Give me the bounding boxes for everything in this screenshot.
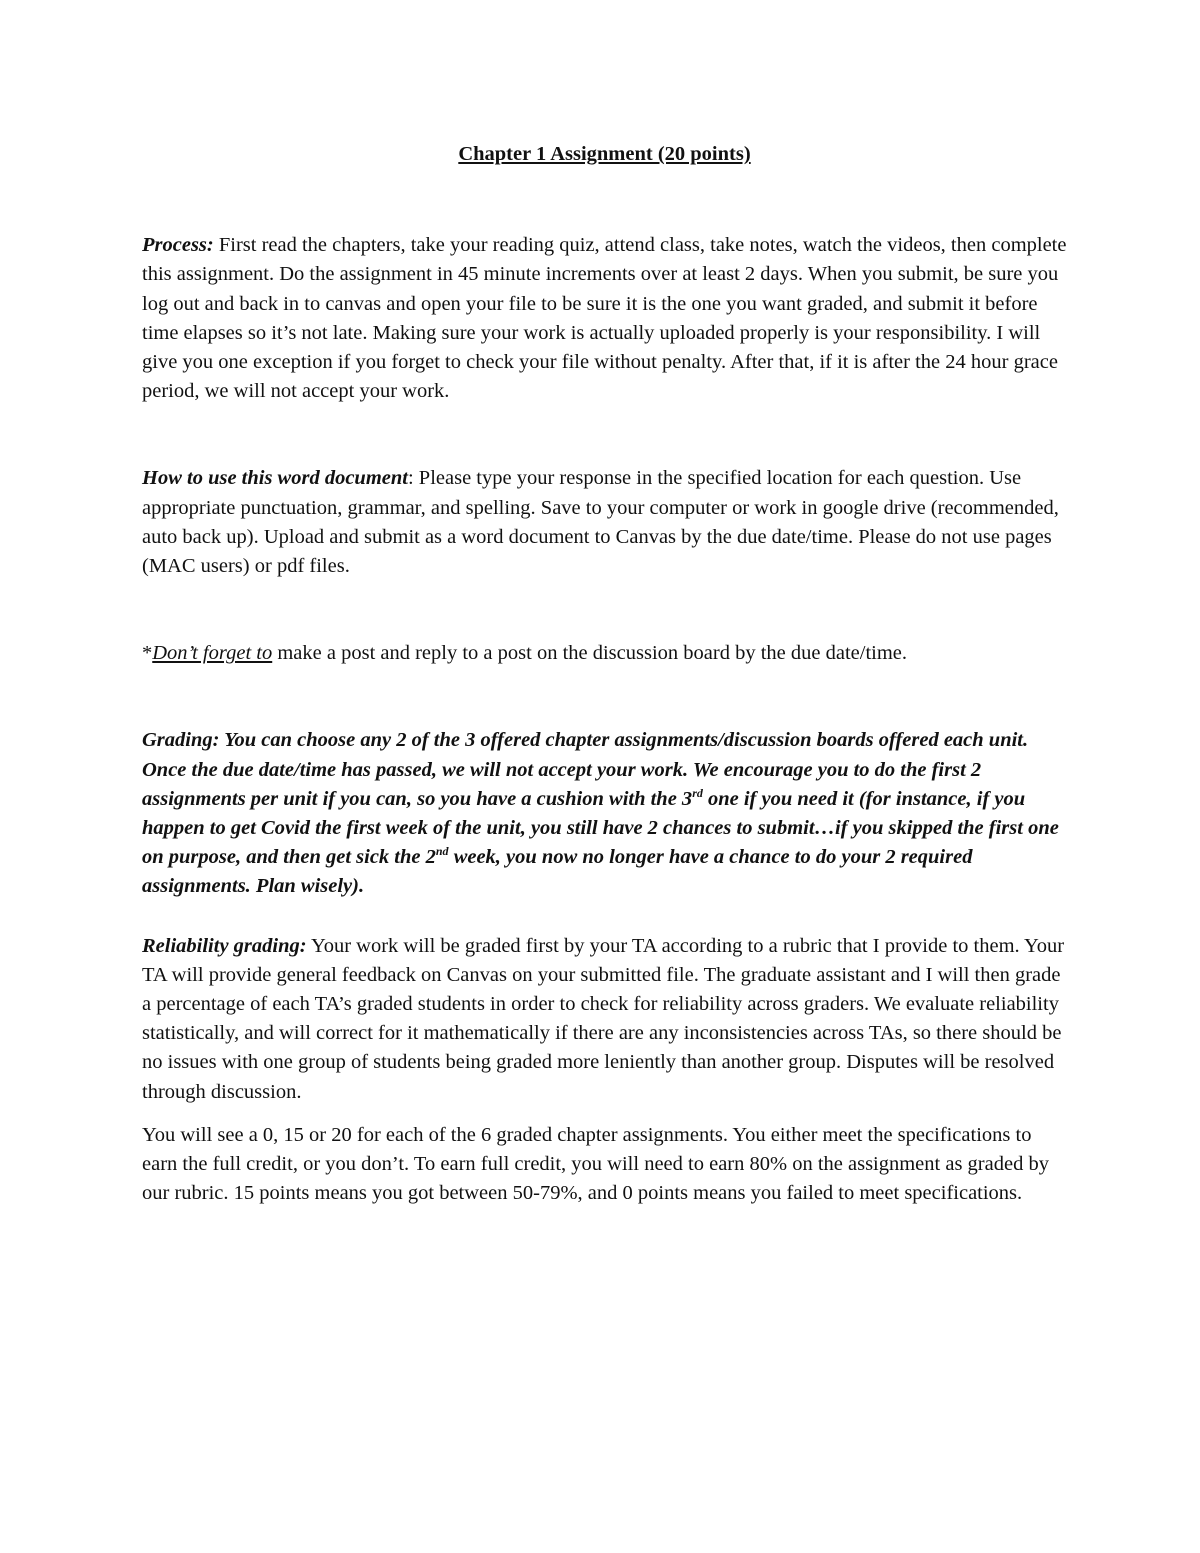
reminder-text: make a post and reply to a post on the discussion board by the due date/time. bbox=[272, 642, 908, 665]
discussion-reminder bbox=[142, 639, 1067, 668]
how-to-paragraph bbox=[142, 464, 1067, 581]
grading-sup-nd: nd bbox=[435, 844, 449, 859]
reliability-label: Reliability grading: bbox=[142, 934, 307, 957]
reminder-prefix: * bbox=[142, 642, 153, 665]
reliability-paragraph bbox=[142, 932, 1067, 1107]
reliability-text: Your work will be graded first by your TA according to a rubric that I provide to them. Your TA will provide general feedback on Canvas on your submitted file. The graduate assistant and I will then grade a percentage of each TA’s graded students in order to check for reliability across graders. We evaluate reliability statistically, and will correct for it mathematically if there are any inconsistencies across TAs, so there should be no issues with one group of students being graded more leniently than another group. Disputes will be resolved through discussion. bbox=[142, 934, 1065, 1103]
how-to-label: How to use this word document bbox=[142, 467, 408, 490]
process-paragraph bbox=[142, 231, 1067, 406]
document-body bbox=[142, 140, 1067, 1208]
grading-part-3: week, you now no longer have a chance to do your 2 required assignments. Plan wisely). bbox=[142, 846, 973, 898]
grading-sup-rd: rd bbox=[692, 786, 703, 801]
grading-paragraph bbox=[142, 726, 1067, 901]
process-text: First read the chapters, take your reading quiz, attend class, take notes, watch the videos, then complete this assignment. Do the assignment in 45 minute increments over at least 2 days. When you submit, be sure you log out and back in to canvas and open your file to be sure it is the one you want graded, and submit it before time elapses so it’s not late. Making sure your work is actually uploaded properly is your responsibility. I will give you one exception if you forget to check your file without penalty. After that, if it is after the 24 hour grace period, we will not accept your work. bbox=[142, 234, 1067, 403]
how-to-text: : Please type your response in the specified location for each question. Use appropriate punctuation, grammar, and spelling. Save to your computer or work in google drive (recommended, auto back up). Upload and submit as a word document to Canvas by the due date/time. Please do not use pages (MAC users) or pdf files. bbox=[142, 467, 1059, 578]
scores-paragraph: You will see a 0, 15 or 20 for each of the 6 graded chapter assignments. You either meet the specifications to earn the full credit, or you don’t. To earn full credit, you will need to earn 80% on the assignment as graded by our rubric. 15 points means you got between 50-79%, and 0 points means you failed to meet specifications. bbox=[142, 1123, 1049, 1205]
document-title: Chapter 1 Assignment (20 points) bbox=[458, 143, 751, 165]
grading-part-1: Grading: You can choose any 2 of the 3 offered chapter assignments/discussion boards offered each unit. Once the due date/time has passed, we will not accept your work. We encourage you to do the first 2 assignments per unit if you can, so you have a cushion with the 3 bbox=[142, 729, 1029, 810]
reminder-underlined: Don’t forget to bbox=[152, 642, 273, 665]
process-label: Process: bbox=[142, 234, 214, 257]
grading-part-2: one if you need it (for instance, if you happen to get Covid the first week of the unit, you still have 2 chances to submit…if you skipped the first one on purpose, and then get sick the 2 bbox=[142, 787, 1059, 869]
